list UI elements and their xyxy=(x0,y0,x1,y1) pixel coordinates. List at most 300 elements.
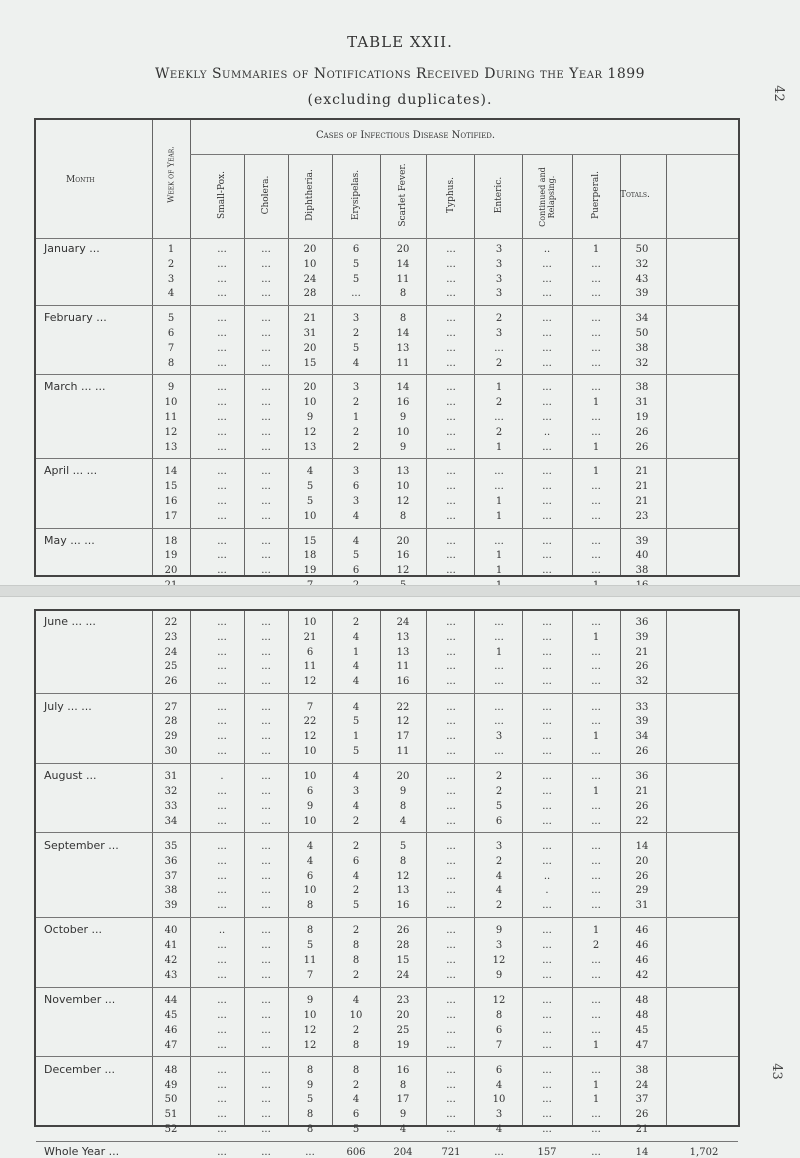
table-cell: 1 xyxy=(592,466,600,478)
table-cell: ... xyxy=(542,1009,552,1021)
table-cell: 5 xyxy=(352,900,360,912)
table-cell: ... xyxy=(261,771,271,783)
table-cell: ... xyxy=(261,273,271,285)
table-cell: 37 xyxy=(164,870,178,882)
table-cell: ... xyxy=(217,940,227,952)
table-cell: 14 xyxy=(396,382,410,394)
table-cell: ... xyxy=(217,617,227,628)
table-cell: 10 xyxy=(303,745,317,757)
table-cell: 42 xyxy=(164,955,178,966)
table-cell: 11 xyxy=(396,357,410,369)
table-cell: 10 xyxy=(396,426,410,438)
whole-year-cell: 14 xyxy=(635,1147,649,1158)
table-cell: ... xyxy=(591,969,601,981)
table-cell: 10 xyxy=(303,1009,317,1021)
table-cell: ... xyxy=(542,646,552,658)
table-cell: ... xyxy=(446,357,456,369)
table-cell: 17 xyxy=(396,1094,410,1106)
disease-header: Erysipelas. xyxy=(351,169,361,221)
table-cell: ... xyxy=(261,1124,271,1135)
table-cell: ... xyxy=(217,1109,227,1121)
table-cell: 43 xyxy=(164,969,178,981)
table-cell: 5 xyxy=(306,481,314,493)
table-cell: ... xyxy=(591,496,601,507)
table-cell: 10 xyxy=(396,481,410,493)
table-cell: 4 xyxy=(306,855,314,867)
column-rule xyxy=(620,154,621,575)
table-cell: 4 xyxy=(495,885,503,897)
table-cell: 32 xyxy=(164,786,178,797)
table-cell: ... xyxy=(261,900,271,912)
table-cell: 19 xyxy=(635,412,649,423)
column-rule xyxy=(522,154,523,575)
table-cell: ... xyxy=(261,1064,271,1076)
table-cell: 9 xyxy=(495,925,503,937)
table-cell: 2 xyxy=(352,969,360,981)
whole-year-cell: 204 xyxy=(393,1147,413,1158)
table-cell: ... xyxy=(446,1124,456,1135)
table-cell: ... xyxy=(446,535,456,547)
table-cell: ... xyxy=(591,1124,601,1135)
table-cell: 31 xyxy=(635,900,649,912)
table-cell: ... xyxy=(542,397,552,409)
table-cell: 13 xyxy=(396,466,410,478)
table-cell: ... xyxy=(446,870,456,882)
table-cell: ... xyxy=(217,244,227,255)
table-cell: 4 xyxy=(352,771,360,783)
table-cell: 9 xyxy=(495,969,503,981)
table-cell: 3 xyxy=(352,466,360,478)
table-cell: ... xyxy=(542,441,552,453)
table-cell: ... xyxy=(542,617,552,628)
table-cell: ... xyxy=(446,840,456,852)
table-cell: ... xyxy=(217,855,227,867)
table-cell: 2 xyxy=(495,426,503,438)
table-cell: 47 xyxy=(635,1039,649,1051)
table-cell: ... xyxy=(261,800,271,812)
table-cell: ... xyxy=(217,496,227,507)
table-cell: 3 xyxy=(495,328,503,339)
table-cell: 14 xyxy=(396,328,410,339)
table-cell: 1 xyxy=(592,1094,600,1106)
table-cell: ... xyxy=(542,900,552,912)
table-cell: ... xyxy=(542,815,552,827)
table-cell: 5 xyxy=(352,745,360,757)
table-cell: ... xyxy=(591,870,601,882)
table-cell: 3 xyxy=(495,244,503,255)
table-cell: ... xyxy=(217,481,227,493)
table-cell: ... xyxy=(446,701,456,713)
table-cell: 2 xyxy=(352,441,360,453)
column-rule xyxy=(666,154,667,575)
table-cell: 24 xyxy=(396,969,410,981)
group-rule xyxy=(36,763,738,764)
table-cell: 1 xyxy=(495,565,503,577)
table-cell: ... xyxy=(446,397,456,409)
table-cell: ... xyxy=(217,870,227,882)
table-cell: 27 xyxy=(164,701,178,713)
table-cell: ... xyxy=(542,855,552,867)
table-cell: 3 xyxy=(167,273,175,285)
table-cell: 11 xyxy=(396,661,410,673)
table-cell: ... xyxy=(446,617,456,628)
table-cell: 5 xyxy=(352,550,360,562)
table-cell: 26 xyxy=(635,800,649,812)
table-cell: ... xyxy=(261,397,271,409)
table-cell: 20 xyxy=(396,244,410,255)
table-cell: ... xyxy=(261,617,271,628)
table-cell: ... xyxy=(542,1064,552,1076)
table-cell: ... xyxy=(446,800,456,812)
table-cell: 5 xyxy=(306,940,314,952)
table-cell: 26 xyxy=(635,426,649,438)
table-cell: 12 xyxy=(492,995,506,1007)
table-cell: ... xyxy=(591,313,601,325)
table-cell: 2 xyxy=(352,840,360,852)
table-cell: 19 xyxy=(396,1039,410,1051)
table-cell: ... xyxy=(217,815,227,827)
table-cell: ... xyxy=(261,815,271,827)
table-cell: 2 xyxy=(167,258,175,270)
table-cell: 8 xyxy=(495,1009,503,1021)
table-cell: 5 xyxy=(352,342,360,354)
table-cell: 21 xyxy=(635,786,649,797)
table-cell: ... xyxy=(261,676,271,688)
table-cell: ... xyxy=(494,716,504,728)
table-cell: ... xyxy=(591,258,601,270)
table-cell: 8 xyxy=(352,940,360,952)
table-cell: 47 xyxy=(164,1039,178,1051)
table-cell: 21 xyxy=(635,466,649,478)
table-cell: ... xyxy=(591,701,601,713)
table-cell: 1 xyxy=(592,441,600,453)
table-cell: 15 xyxy=(303,357,317,369)
table-cell: 21 xyxy=(635,481,649,493)
table-cell: ... xyxy=(446,815,456,827)
table-cell: 2 xyxy=(352,426,360,438)
table-cell: 4 xyxy=(306,466,314,478)
table-cell: 1 xyxy=(167,244,175,255)
table-cell: 10 xyxy=(303,771,317,783)
table-cell: ... xyxy=(217,288,227,300)
header-rule xyxy=(190,154,738,155)
disease-header: Continued and Relapsing. xyxy=(538,167,556,227)
table-cell: 19 xyxy=(164,550,178,562)
table-cell: ... xyxy=(446,646,456,658)
table-cell: 36 xyxy=(164,855,178,867)
group-rule xyxy=(36,374,738,375)
table-cell: ... xyxy=(542,288,552,300)
table-cell: 24 xyxy=(303,273,317,285)
table-cell: 1 xyxy=(592,631,600,643)
month-label: November ... xyxy=(44,993,116,1007)
table-cell: 37 xyxy=(635,1094,649,1106)
table-cell: 4 xyxy=(352,800,360,812)
table-cell: 2 xyxy=(495,900,503,912)
table-cell: 8 xyxy=(306,925,314,937)
table-cell: 7 xyxy=(495,1039,503,1051)
table-cell: ... xyxy=(542,510,552,522)
page-number-bottom: 43 xyxy=(768,1063,784,1080)
table-cell: ... xyxy=(542,631,552,643)
table-cell: 4 xyxy=(495,870,503,882)
table-cell: 2 xyxy=(495,313,503,325)
table-cell: 9 xyxy=(306,1079,314,1091)
table-cell: ... xyxy=(542,771,552,783)
table-cell: ... xyxy=(591,646,601,658)
table-cell: ... xyxy=(591,771,601,783)
column-rule xyxy=(666,611,667,1125)
table-cell: 20 xyxy=(396,771,410,783)
table-cell: 38 xyxy=(635,382,649,394)
table-cell: ... xyxy=(494,631,504,643)
table-cell: ... xyxy=(446,496,456,507)
table-cell: 7 xyxy=(306,701,314,713)
table-cell: ... xyxy=(261,328,271,339)
table-cell: ... xyxy=(446,900,456,912)
table-cell: ... xyxy=(446,481,456,493)
table-cell: 9 xyxy=(399,1109,407,1121)
table-cell: 4 xyxy=(306,840,314,852)
table-cell: 2 xyxy=(495,771,503,783)
column-rule xyxy=(426,154,427,575)
table-cell: ... xyxy=(261,1109,271,1121)
table-cell: 40 xyxy=(164,925,178,937)
disease-header: Puerperal. xyxy=(591,171,601,219)
table-cell: 10 xyxy=(303,885,317,897)
table-cell: 8 xyxy=(399,800,407,812)
table-cell: 6 xyxy=(306,786,314,797)
table-cell: ... xyxy=(217,535,227,547)
table-cell: 15 xyxy=(396,955,410,966)
table-cell: ... xyxy=(446,885,456,897)
table-cell: ... xyxy=(261,426,271,438)
whole-year-cell: 1,702 xyxy=(689,1147,719,1158)
table-cell: 10 xyxy=(349,1009,363,1021)
month-label: July ... ... xyxy=(44,699,92,713)
table-cell: 12 xyxy=(303,731,317,743)
group-rule xyxy=(36,693,738,694)
table-cell: 39 xyxy=(635,535,649,547)
table-cell: 12 xyxy=(492,955,506,966)
table-cell: ... xyxy=(542,1039,552,1051)
table-cell: 8 xyxy=(167,357,175,369)
table-cell: 13 xyxy=(164,441,178,453)
table-cell: 6 xyxy=(495,1064,503,1076)
table-cell: ... xyxy=(446,940,456,952)
table-cell: 48 xyxy=(164,1064,178,1076)
table-cell: ... xyxy=(542,1124,552,1135)
table-cell: ... xyxy=(217,328,227,339)
table-cell: 1 xyxy=(352,646,360,658)
table-cell: 38 xyxy=(635,342,649,354)
table-cell: 5 xyxy=(352,1124,360,1135)
table-cell: 4 xyxy=(352,510,360,522)
group-rule xyxy=(36,528,738,529)
column-rule xyxy=(522,611,523,1125)
table-cell: ... xyxy=(261,716,271,728)
table-cell: 26 xyxy=(635,745,649,757)
table-cell: ... xyxy=(591,328,601,339)
table-cell: 20 xyxy=(396,535,410,547)
table-cell: 1 xyxy=(592,244,600,255)
table-cell: ... xyxy=(494,481,504,493)
table-cell: ... xyxy=(446,510,456,522)
table-cell: 45 xyxy=(635,1024,649,1036)
table-cell: ... xyxy=(446,313,456,325)
table-cell: ... xyxy=(446,955,456,966)
table-cell: ... xyxy=(446,1109,456,1121)
table-cell: 8 xyxy=(399,313,407,325)
table-cell: 5 xyxy=(306,496,314,507)
table-cell: 8 xyxy=(352,1064,360,1076)
table-cell: 14 xyxy=(635,840,649,852)
table-cell: 12 xyxy=(303,1039,317,1051)
table-cell: ... xyxy=(261,955,271,966)
table-cell: 4 xyxy=(352,661,360,673)
table-cell: ... xyxy=(591,412,601,423)
table-cell: 31 xyxy=(635,397,649,409)
table-cell: 22 xyxy=(635,815,649,827)
table-cell: ... xyxy=(591,1064,601,1076)
table-cell: ... xyxy=(217,273,227,285)
table-cell: 4 xyxy=(399,1124,407,1135)
table-cell: 13 xyxy=(396,631,410,643)
table-cell: ... xyxy=(591,342,601,354)
table-cell: 25 xyxy=(396,1024,410,1036)
table-cell: ... xyxy=(261,925,271,937)
table-cell: ... xyxy=(542,550,552,562)
table-cell: 4 xyxy=(495,1079,503,1091)
table-cell: 26 xyxy=(635,1109,649,1121)
table-cell: 1 xyxy=(592,1079,600,1091)
table-cell: ... xyxy=(494,412,504,423)
table-cell: 6 xyxy=(306,646,314,658)
column-rule xyxy=(620,611,621,1125)
table-cell: 1 xyxy=(592,731,600,743)
table-cell: 4 xyxy=(352,870,360,882)
table-cell: 10 xyxy=(303,510,317,522)
table-cell: ... xyxy=(542,273,552,285)
table-cell: 1 xyxy=(352,731,360,743)
table-cell: ... xyxy=(261,258,271,270)
table-cell: 6 xyxy=(306,870,314,882)
table-cell: 10 xyxy=(303,258,317,270)
table-cell: ... xyxy=(542,412,552,423)
table-cell: ... xyxy=(261,995,271,1007)
table-cell: ... xyxy=(542,565,552,577)
table-cell: 8 xyxy=(399,1079,407,1091)
table-cell: 50 xyxy=(635,328,649,339)
table-cell: ... xyxy=(542,258,552,270)
table-cell: 21 xyxy=(303,313,317,325)
group-rule xyxy=(36,832,738,833)
table-cell: ... xyxy=(542,955,552,966)
table-cell: ... xyxy=(261,885,271,897)
table-cell: 32 xyxy=(635,258,649,270)
table-cell: 6 xyxy=(352,855,360,867)
table-cell: 46 xyxy=(635,925,649,937)
table-cell: ... xyxy=(261,969,271,981)
table-cell: 4 xyxy=(352,995,360,1007)
table-cell: 11 xyxy=(396,273,410,285)
table-cell: ... xyxy=(542,745,552,757)
table-cell: 46 xyxy=(164,1024,178,1036)
table-cell: 2 xyxy=(352,885,360,897)
whole-year-label: Whole Year ... xyxy=(44,1145,120,1158)
table-cell: 22 xyxy=(396,701,410,713)
table-cell: ... xyxy=(542,786,552,797)
table-cell: ... xyxy=(217,1124,227,1135)
table-cell: ... xyxy=(494,701,504,713)
table-cell: 4 xyxy=(352,631,360,643)
table-cell: 1 xyxy=(495,496,503,507)
table-cell: 3 xyxy=(495,840,503,852)
table-cell: 21 xyxy=(303,631,317,643)
table-cell: 4 xyxy=(167,288,175,300)
table-cell: ... xyxy=(494,617,504,628)
table-cell: 4 xyxy=(352,676,360,688)
table-cell: ... xyxy=(446,565,456,577)
table-cell: 20 xyxy=(303,342,317,354)
table-subtitle: Weekly Summaries of Notifications Received During the Year 1899 xyxy=(154,66,646,82)
table-cell: ... xyxy=(446,441,456,453)
table-cell: 28 xyxy=(164,716,178,728)
table-cell: 11 xyxy=(164,412,178,423)
table-cell: ... xyxy=(446,412,456,423)
column-rule xyxy=(572,611,573,1125)
table-cell: ... xyxy=(446,969,456,981)
table-cell: ... xyxy=(217,661,227,673)
table-cell: ... xyxy=(261,244,271,255)
table-cell: 12 xyxy=(396,565,410,577)
week-header: Week of Year. xyxy=(166,146,176,203)
table-cell: 7 xyxy=(167,342,175,354)
table-cell: 8 xyxy=(306,900,314,912)
table-cell: ... xyxy=(261,412,271,423)
table-cell: ... xyxy=(217,969,227,981)
table-cell: ... xyxy=(446,786,456,797)
table-cell: ... xyxy=(542,535,552,547)
table-cell: ... xyxy=(217,701,227,713)
table-cell: 33 xyxy=(635,701,649,713)
table-cell: ... xyxy=(446,731,456,743)
disease-header: Enteric. xyxy=(494,176,504,214)
table-cell: ... xyxy=(261,840,271,852)
table-cell: 32 xyxy=(635,676,649,688)
totals-header: Totals. xyxy=(620,190,650,200)
table-cell: ... xyxy=(591,815,601,827)
table-cell: 10 xyxy=(492,1094,506,1106)
table-cell: 8 xyxy=(306,1124,314,1135)
table-cell: 16 xyxy=(396,397,410,409)
table-cell: 40 xyxy=(635,550,649,562)
table-cell: 39 xyxy=(164,900,178,912)
table-cell: ... xyxy=(542,1079,552,1091)
column-rule xyxy=(474,154,475,575)
table-cell: 44 xyxy=(164,995,178,1007)
table-cell: 6 xyxy=(352,481,360,493)
table-cell: ... xyxy=(591,676,601,688)
table-cell: 20 xyxy=(164,565,178,577)
table-cell: ... xyxy=(261,535,271,547)
table-cell: 28 xyxy=(396,940,410,952)
table-cell: 42 xyxy=(635,969,649,981)
table-cell: ... xyxy=(217,1079,227,1091)
table-cell: 20 xyxy=(303,244,317,255)
table-cell: 3 xyxy=(495,273,503,285)
table-cell: 11 xyxy=(396,745,410,757)
